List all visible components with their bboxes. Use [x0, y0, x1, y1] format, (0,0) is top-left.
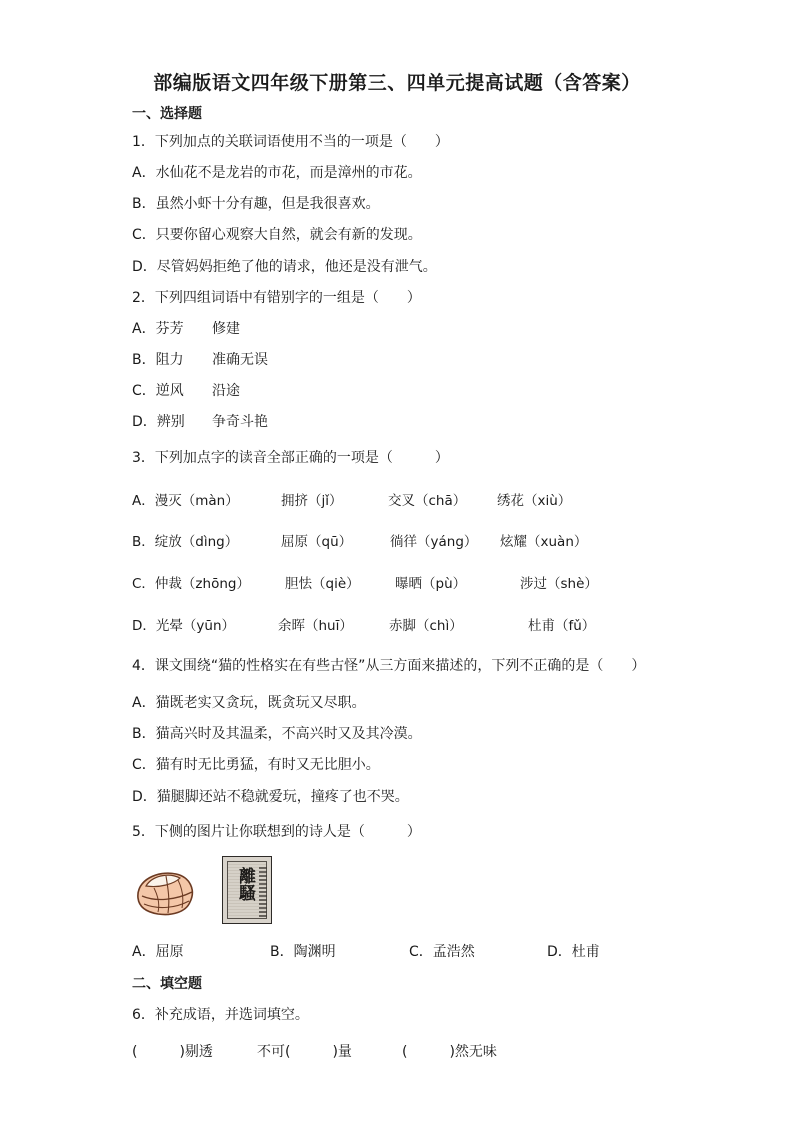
question-3-option-b-item-2: 屈原（qū） — [281, 534, 353, 550]
question-5-option-d: D．杜甫 — [547, 944, 600, 960]
question-6-stem: 6．补充成语，并选词填空。 — [132, 1007, 309, 1023]
question-3-option-b-item-4: 炫耀（xuàn） — [500, 534, 588, 550]
question-3-option-c-item-1: C．仲裁（zhōng） — [132, 576, 250, 592]
question-3-option-a-item-3: 交叉（chā） — [388, 493, 467, 509]
question-3-option-d-item-2: 余晖（huī） — [278, 618, 353, 634]
question-3-option-a-item-4: 绣花（xiù） — [497, 493, 572, 509]
lisao-book-cover — [222, 856, 272, 924]
question-3-option-d-item-1: D．光晕（yūn） — [132, 618, 235, 634]
question-2-stem: 2．下列四组词语中有错别字的一组是（ ） — [132, 290, 421, 306]
question-2-option-a: A．芬芳 — [132, 321, 184, 337]
question-1-stem: 1．下列加点的关联词语使用不当的一项是（ ） — [132, 134, 449, 150]
question-2-option-a-word: 修建 — [212, 321, 240, 337]
question-3-option-c-item-3: 曝晒（pù） — [395, 576, 467, 592]
question-3-option-c-item-2: 胆怯（qiè） — [285, 576, 360, 592]
question-1-option-c: C．只要你留心观察大自然，就会有新的发现。 — [132, 227, 422, 243]
question-6-blank-3: ( )然无味 — [402, 1044, 497, 1060]
question-1-option-a: A．水仙花不是龙岩的市花，而是漳州的市花。 — [132, 165, 422, 181]
question-3-stem: 3．下列加点字的读音全部正确的一项是（ ） — [132, 450, 449, 466]
question-4-option-c: C．猫有时无比勇猛，有时又无比胆小。 — [132, 757, 380, 773]
book-title: 離騷 — [235, 867, 255, 901]
question-4-stem: 4．课文围绕“猫的性格实在有些古怪”从三方面来描述的，下列不正确的是（ ） — [132, 658, 646, 674]
question-3-option-a-item-1: A．漫灭（màn） — [132, 493, 239, 509]
question-6-blank-1: ( )剔透 — [132, 1044, 213, 1060]
question-3-option-d-item-4: 杜甫（fǔ） — [528, 618, 596, 634]
question-4-option-d: D．猫腿脚还站不稳就爱玩，撞疼了也不哭。 — [132, 789, 409, 805]
question-5-option-a: A．屈原 — [132, 944, 184, 960]
question-2-option-c-word: 沿途 — [212, 383, 240, 399]
question-2-option-d-word: 争奇斗艳 — [212, 414, 268, 430]
question-3-option-a-item-2: 拥挤（jǐ） — [281, 493, 343, 509]
question-2-option-b: B．阻力 — [132, 352, 184, 368]
question-5-option-b: B．陶渊明 — [270, 944, 336, 960]
section-heading-fill: 二、填空题 — [132, 976, 202, 992]
question-1-option-d: D．尽管妈妈拒绝了他的请求，他还是没有泄气。 — [132, 259, 437, 275]
question-2-option-c: C．逆风 — [132, 383, 184, 399]
question-5-stem: 5．下侧的图片让你联想到的诗人是（ ） — [132, 824, 421, 840]
question-1-option-b: B．虽然小虾十分有趣，但是我很喜欢。 — [132, 196, 380, 212]
question-4-option-a: A．猫既老实又贪玩，既贪玩又尽职。 — [132, 695, 366, 711]
question-5-option-c: C．孟浩然 — [409, 944, 475, 960]
question-3-option-d-item-3: 赤脚（chì） — [389, 618, 463, 634]
zongzi-image — [132, 866, 200, 920]
question-2-option-b-word: 准确无误 — [212, 352, 268, 368]
question-4-option-b: B．猫高兴时及其温柔，不高兴时又及其冷漠。 — [132, 726, 422, 742]
question-3-option-b-item-3: 徜徉（yáng） — [390, 534, 478, 550]
question-2-option-d: D．辨别 — [132, 414, 185, 430]
question-6-blank-2: 不可( )量 — [257, 1044, 352, 1060]
page-title: 部编版语文四年级下册第三、四单元提高试题（含答案） — [153, 72, 641, 94]
section-heading-choice: 一、选择题 — [132, 106, 202, 122]
question-3-option-c-item-4: 涉过（shè） — [520, 576, 598, 592]
question-3-option-b-item-1: B．绽放（dìng） — [132, 534, 239, 550]
